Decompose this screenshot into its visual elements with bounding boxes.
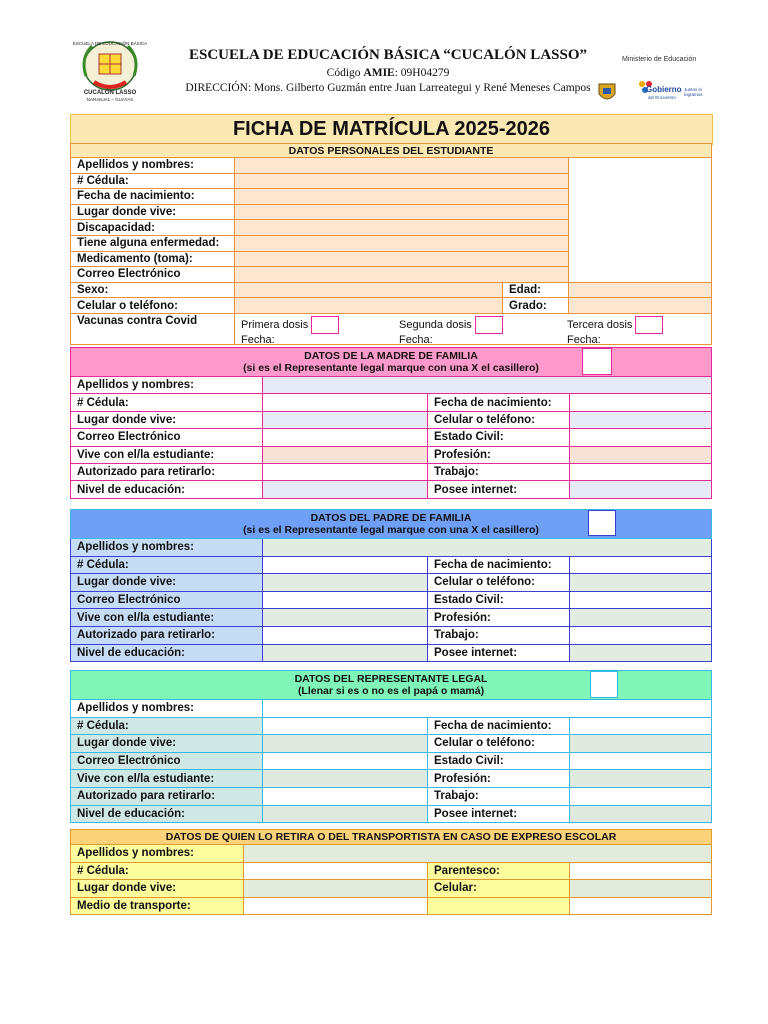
legal-rep-input[interactable] — [570, 752, 712, 770]
ministry-label: Ministerio de Educación — [622, 56, 697, 63]
dose-1 — [241, 316, 339, 345]
legal-rep-label: Trabajo: — [428, 787, 570, 805]
dose-3 — [567, 316, 663, 345]
mother-input[interactable] — [570, 463, 712, 480]
father-label: Posee internet: — [428, 644, 570, 662]
mother-label: Estado Civil: — [428, 429, 570, 446]
dose-2 — [399, 316, 503, 345]
pickup-label: Medio de transporte: — [71, 897, 244, 915]
vacunas-doses — [235, 313, 712, 344]
student-table — [70, 143, 712, 345]
amie-label: Código — [326, 67, 364, 79]
mother-section-note: (si es el Representante legal marque con una X el casillero) — [243, 362, 539, 374]
father-name-input[interactable] — [263, 539, 712, 557]
school-address: DIRECCIÓN: Mons. Gilberto Guzmán entre Juan Larreategui y René Meneses Campos — [185, 82, 591, 94]
father-legal-rep-checkbox[interactable] — [588, 510, 616, 536]
government-logos — [596, 78, 708, 106]
legal-rep-label: Correo Electrónico — [71, 752, 263, 770]
legal-rep-label: Nivel de educación: — [71, 805, 263, 823]
amie-value: : 09H04279 — [394, 67, 450, 79]
dose-2-checkbox[interactable] — [475, 316, 503, 334]
logo-city: NARANJAL – GUAYAS — [86, 97, 134, 102]
father-label: # Cédula: — [71, 556, 263, 574]
student-field-input[interactable] — [235, 220, 569, 236]
sexo-input[interactable] — [235, 282, 503, 298]
dose-3-label: Tercera dosis — [567, 318, 633, 331]
father-label: Estado Civil: — [428, 591, 570, 609]
pickup-label: Lugar donde vive: — [71, 880, 244, 898]
mother-input[interactable] — [570, 411, 712, 428]
legal-rep-input[interactable] — [263, 787, 428, 805]
legal-rep-label: Posee internet: — [428, 805, 570, 823]
father-input[interactable] — [570, 556, 712, 574]
pickup-input[interactable] — [570, 862, 712, 880]
mother-name-input[interactable] — [263, 377, 712, 394]
father-input[interactable] — [570, 626, 712, 644]
legal-rep-input[interactable] — [570, 787, 712, 805]
dose-2-label: Segunda dosis — [399, 318, 472, 331]
pickup-table — [70, 829, 712, 915]
father-label: Trabajo: — [428, 626, 570, 644]
mother-label: Trabajo: — [428, 463, 570, 480]
mother-label: Celular o teléfono: — [428, 411, 570, 428]
coat-of-arms-icon — [596, 80, 618, 104]
mother-label: Correo Electrónico — [71, 429, 263, 446]
pickup-input[interactable] — [244, 862, 428, 880]
father-input[interactable] — [263, 574, 428, 592]
mother-input[interactable] — [263, 446, 428, 463]
legal-rep-label: Profesión: — [428, 770, 570, 788]
mother-table — [70, 347, 712, 499]
legal-rep-input[interactable] — [570, 805, 712, 823]
pickup-input[interactable] — [244, 880, 428, 898]
grado-label: Grado: — [503, 298, 569, 314]
legal-rep-section-note: (Llenar si es o no es el papá o mamá) — [297, 685, 485, 697]
mother-input[interactable] — [570, 394, 712, 411]
amie-key: AMIE — [363, 67, 395, 79]
edad-label: Edad: — [503, 282, 569, 298]
father-input[interactable] — [263, 556, 428, 574]
student-field-input[interactable] — [235, 204, 569, 220]
legal-rep-input[interactable] — [263, 735, 428, 753]
dose-2-date-label: Fecha: — [399, 333, 433, 345]
dose-1-checkbox[interactable] — [311, 316, 339, 334]
logo-text-top: ESCUELA DE EDUCACIÓN BÁSICA — [72, 41, 148, 46]
father-input[interactable] — [263, 644, 428, 662]
dose-3-checkbox[interactable] — [635, 316, 663, 334]
mother-label: # Cédula: — [71, 394, 263, 411]
grado-input[interactable] — [569, 298, 712, 314]
student-field-label: Apellidos y nombres: — [71, 158, 235, 174]
mother-input[interactable] — [263, 394, 428, 411]
student-field-input[interactable] — [235, 267, 569, 283]
student-field-label: # Cédula: — [71, 173, 235, 189]
mother-legal-rep-checkbox[interactable] — [582, 348, 612, 375]
student-field-label: Tiene alguna enfermedad: — [71, 235, 235, 251]
gov-slogan: Juntos lo logramos — [684, 87, 703, 97]
mother-label: Autorizado para retirarlo: — [71, 463, 263, 480]
father-section-title: DATOS DEL PADRE DE FAMILIA — [310, 512, 472, 524]
father-name-label: Apellidos y nombres: — [71, 539, 263, 557]
legal-rep-label: Estado Civil: — [428, 752, 570, 770]
mother-label: Nivel de educación: — [71, 481, 263, 498]
legal-rep-section-title: DATOS DEL REPRESENTANTE LEGAL — [294, 673, 488, 685]
pickup-input[interactable] — [570, 880, 712, 898]
student-field-label: Medicamento (toma): — [71, 251, 235, 267]
father-label: Correo Electrónico — [71, 591, 263, 609]
form-title: FICHA DE MATRÍCULA 2025-2026 — [70, 114, 713, 145]
edad-input[interactable] — [569, 282, 712, 298]
legal-rep-input[interactable] — [570, 717, 712, 735]
father-input[interactable] — [263, 626, 428, 644]
pickup-input[interactable] — [244, 897, 428, 915]
amie-code — [150, 67, 626, 79]
gov-text-2: del Encuentro — [648, 95, 676, 100]
mother-input[interactable] — [570, 446, 712, 463]
dose-3-date-label: Fecha: — [567, 333, 601, 345]
gov-text-1: Gobierno — [646, 85, 682, 94]
legal-rep-input[interactable] — [570, 735, 712, 753]
student-field-input[interactable] — [235, 251, 569, 267]
student-field-input[interactable] — [235, 189, 569, 205]
father-section-note: (si es el Representante legal marque con una X el casillero) — [243, 524, 539, 536]
celular-input[interactable] — [235, 298, 503, 314]
mother-input[interactable] — [263, 481, 428, 498]
legal-rep-input[interactable] — [263, 805, 428, 823]
pickup-label: Parentesco: — [428, 862, 570, 880]
father-label: Fecha de nacimiento: — [428, 556, 570, 574]
father-label: Celular o teléfono: — [428, 574, 570, 592]
student-section-title: DATOS PERSONALES DEL ESTUDIANTE — [71, 144, 712, 158]
student-photo-box — [569, 158, 712, 283]
pickup-name-input[interactable] — [244, 845, 712, 863]
mother-label: Lugar donde vive: — [71, 411, 263, 428]
father-input[interactable] — [570, 591, 712, 609]
father-label: Nivel de educación: — [71, 644, 263, 662]
father-input[interactable] — [570, 574, 712, 592]
father-label: Lugar donde vive: — [71, 574, 263, 592]
legal-rep-checkbox[interactable] — [590, 671, 618, 698]
mother-label: Vive con el/la estudiante: — [71, 446, 263, 463]
mother-input[interactable] — [263, 411, 428, 428]
mother-input[interactable] — [570, 481, 712, 498]
pickup-label: # Cédula: — [71, 862, 244, 880]
school-crest-logo — [72, 36, 148, 102]
logo-text-bottom: CUCALÓN LASSO — [83, 90, 137, 96]
legal-rep-label: Fecha de nacimiento: — [428, 717, 570, 735]
celular-label: Celular o teléfono: — [71, 298, 235, 314]
legal-rep-label: Lugar donde vive: — [71, 735, 263, 753]
legal-rep-label: Autorizado para retirarlo: — [71, 787, 263, 805]
pickup-label — [428, 897, 570, 915]
dose-1-label: Primera dosis — [241, 318, 309, 331]
student-field-input[interactable] — [235, 235, 569, 251]
father-label: Profesión: — [428, 609, 570, 627]
legal-rep-name-label: Apellidos y nombres: — [71, 700, 263, 718]
pickup-section-title: DATOS DE QUIEN LO RETIRA O DEL TRANSPORTISTA EN CASO DE EXPRESO ESCOLAR — [71, 830, 712, 845]
pickup-label: Celular: — [428, 880, 570, 898]
mother-label: Profesión: — [428, 446, 570, 463]
student-field-label: Correo Electrónico — [71, 267, 235, 283]
student-field-input[interactable] — [235, 173, 569, 189]
father-input[interactable] — [263, 591, 428, 609]
school-name: ESCUELA DE EDUCACIÓN BÁSICA “CUCALÓN LASSO” — [189, 47, 587, 63]
legal-rep-input[interactable] — [263, 770, 428, 788]
father-input[interactable] — [570, 644, 712, 662]
mother-input[interactable] — [570, 429, 712, 446]
pickup-input[interactable] — [570, 897, 712, 915]
legal-rep-label: # Cédula: — [71, 717, 263, 735]
father-label: Vive con el/la estudiante: — [71, 609, 263, 627]
mother-label: Posee internet: — [428, 481, 570, 498]
legal-rep-name-input[interactable] — [263, 700, 712, 718]
mother-name-label: Apellidos y nombres: — [71, 377, 263, 394]
vacunas-label: Vacunas contra Covid — [71, 313, 235, 344]
dose-1-date-label: Fecha: — [241, 333, 275, 345]
pickup-name-label: Apellidos y nombres: — [71, 845, 244, 863]
mother-banner — [71, 348, 712, 377]
mother-input[interactable] — [263, 463, 428, 480]
legal-rep-label: Vive con el/la estudiante: — [71, 770, 263, 788]
mother-section-title: DATOS DE LA MADRE DE FAMILIA — [304, 350, 478, 362]
father-input[interactable] — [263, 609, 428, 627]
father-label: Autorizado para retirarlo: — [71, 626, 263, 644]
student-field-label: Lugar donde vive: — [71, 204, 235, 220]
legal-rep-label: Celular o teléfono: — [428, 735, 570, 753]
father-input[interactable] — [570, 609, 712, 627]
sexo-label: Sexo: — [71, 282, 235, 298]
legal-rep-input[interactable] — [570, 770, 712, 788]
legal-rep-input[interactable] — [263, 752, 428, 770]
mother-input[interactable] — [263, 429, 428, 446]
mother-label: Fecha de nacimiento: — [428, 394, 570, 411]
student-field-label: Fecha de nacimiento: — [71, 189, 235, 205]
student-field-input[interactable] — [235, 158, 569, 174]
student-field-label: Discapacidad: — [71, 220, 235, 236]
legal-rep-input[interactable] — [263, 717, 428, 735]
